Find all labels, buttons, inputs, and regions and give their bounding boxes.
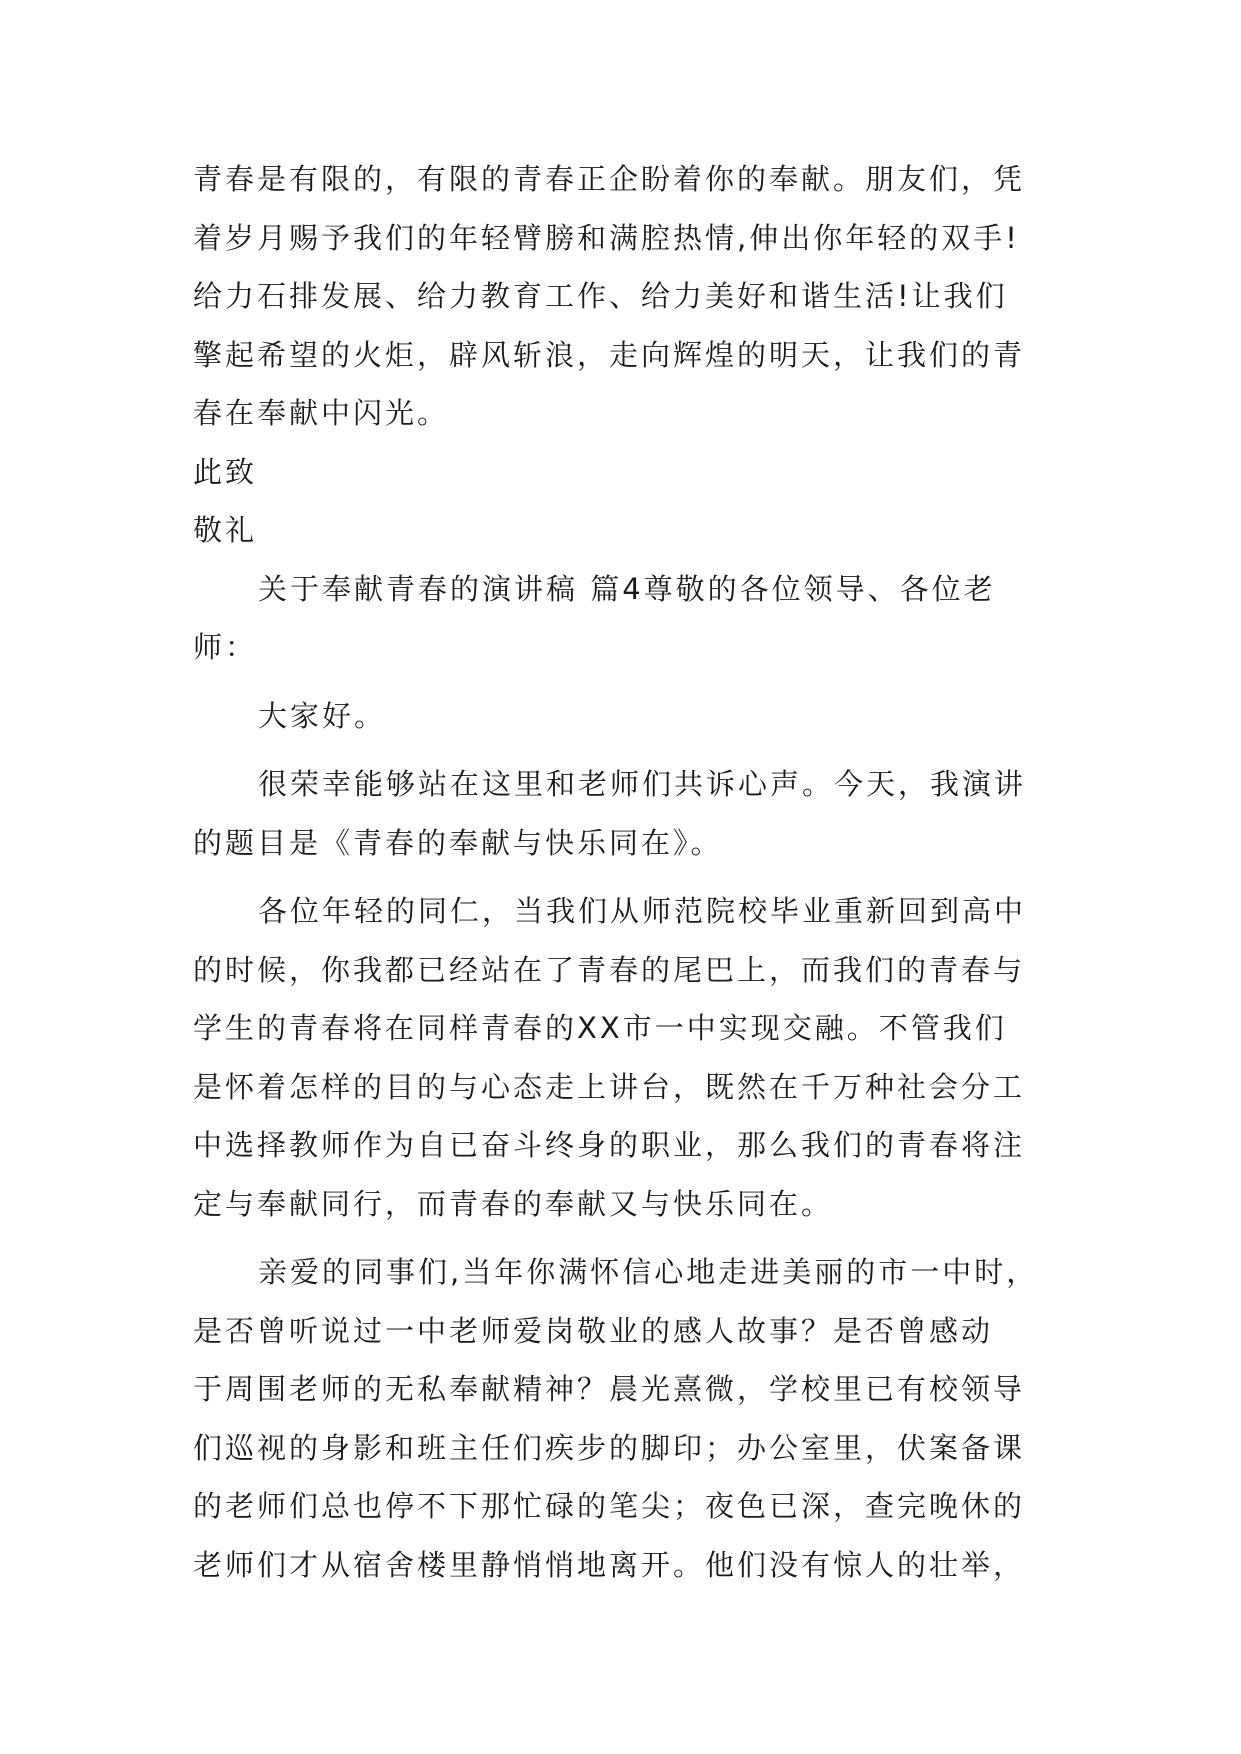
spacer xyxy=(193,745,1053,755)
text-line: 给力石排发展、给力教育工作、给力美好和谐生活!让我们 xyxy=(193,279,1008,313)
paragraph xyxy=(193,882,1053,1233)
text-line: 于周围老师的无私奉献精神？晨光熹微，学校里已有校领导 xyxy=(193,1372,1026,1406)
text-line: 大家好。 xyxy=(258,698,387,733)
text-line: 很荣幸能够站在这里和老师们共诉心声。今天，我演讲 xyxy=(258,767,1027,801)
text-line: 老师们才从宿舍楼里静悄悄地离开。他们没有惊人的壮举， xyxy=(193,1547,1026,1582)
section-heading xyxy=(193,560,1053,677)
text-line: 亲爱的同事们,当年你满怀信心地走进美丽的市一中时， xyxy=(258,1255,1039,1289)
text-line: 学生的青春将在同样青春的XX市一中实现交融。不管我们 xyxy=(193,1011,1007,1045)
text-line: 是怀着怎样的目的与心态走上讲台，既然在千万种社会分工 xyxy=(193,1069,1026,1104)
text-line: 敬礼 xyxy=(193,513,258,547)
text-line: 定与奉献同行，而青春的奉献又与快乐同在。 xyxy=(193,1186,834,1221)
paragraph xyxy=(193,755,1053,872)
text-line: 青春是有限的，有限的青春正企盼着你的奉献。朋友们，凭 xyxy=(193,162,1026,196)
text-line: 中选择教师作为自已奋斗终身的职业，那么我们的青春将注 xyxy=(193,1128,1026,1162)
text-line: 各位年轻的同仁，当我们从师范院校毕业重新回到高中 xyxy=(258,894,1027,928)
text-line: 的题目是《青春的奉献与快乐同在》。 xyxy=(193,825,723,860)
text-line: 着岁月赐予我们的年轻臂膀和满腔热情,伸出你年轻的双手! xyxy=(193,220,1020,255)
text-line: 们巡视的身影和班主任们疾步的脚印；办公室里，伏案备课 xyxy=(193,1430,1026,1465)
text-line: 是否曾听说过一中老师爱岗敬业的感人故事？是否曾感动 xyxy=(193,1313,994,1348)
text-line: 的时候，你我都已经站在了青春的尾巴上，而我们的青春与 xyxy=(193,952,1026,987)
greeting xyxy=(193,687,1053,746)
document-page xyxy=(193,150,1053,1594)
paragraph xyxy=(193,1243,1053,1594)
closing-regards xyxy=(193,501,1053,560)
spacer xyxy=(193,677,1053,687)
closing-salutation xyxy=(193,443,1053,502)
text-line: 春在奉献中闪光。 xyxy=(193,396,450,430)
text-line: 此致 xyxy=(193,454,258,489)
paragraph xyxy=(193,150,1053,443)
text-line: 擎起希望的火炬，辟风斩浪，走向辉煌的明天，让我们的青 xyxy=(193,337,1026,372)
text-line: 师： xyxy=(193,630,258,664)
text-line: 的老师们总也停不下那忙碌的笔尖；夜色已深，查完晚休的 xyxy=(193,1489,1026,1523)
spacer xyxy=(193,1233,1053,1243)
spacer xyxy=(193,872,1053,882)
text-line: 关于奉献青春的演讲稿 篇4尊敬的各位领导、各位老 xyxy=(258,571,996,606)
